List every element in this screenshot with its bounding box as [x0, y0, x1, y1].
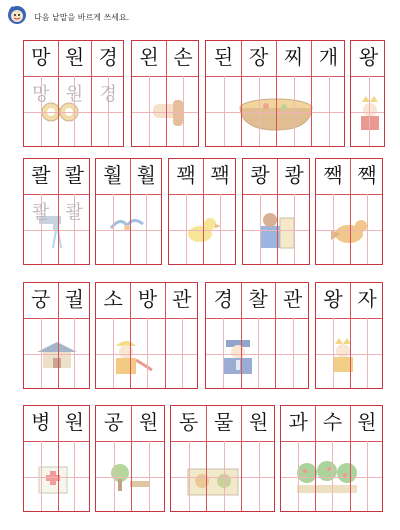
guide-line — [298, 441, 299, 511]
printed-syllable: 훨 — [103, 163, 123, 187]
printed-syllable: 소 — [103, 287, 123, 311]
printed-syllable: 원 — [248, 410, 269, 434]
syllable-cell[interactable] — [58, 159, 92, 264]
syllable-cell[interactable] — [96, 283, 130, 388]
printed-syllable: 개 — [318, 45, 339, 69]
syllable-cell[interactable] — [132, 41, 166, 146]
word-box — [315, 158, 383, 265]
syllable-cell[interactable] — [58, 283, 92, 388]
word-box — [242, 158, 310, 265]
guide-line — [367, 194, 368, 264]
printed-syllable: 왼 — [139, 45, 159, 69]
guide-line — [258, 318, 259, 388]
guide-line — [223, 318, 224, 388]
syllable-cell[interactable] — [350, 283, 384, 388]
word-box — [95, 405, 165, 512]
guide-line — [74, 441, 75, 511]
guide-line — [182, 318, 183, 388]
printed-syllable: 왕 — [323, 287, 343, 311]
printed-syllable: 원 — [138, 410, 159, 434]
guide-line — [146, 194, 147, 264]
word-box — [205, 282, 309, 389]
syllable-cell[interactable] — [171, 406, 206, 511]
guide-line — [224, 76, 225, 146]
word-box — [170, 405, 275, 512]
trace-syllable: 콸 — [65, 202, 83, 223]
guide-line — [113, 318, 114, 388]
syllable-cell[interactable] — [96, 159, 130, 264]
syllable-cell[interactable] — [316, 283, 350, 388]
syllable-cell[interactable] — [130, 283, 164, 388]
syllable-cell[interactable] — [130, 159, 164, 264]
syllable-cell[interactable] — [206, 41, 241, 146]
word-box — [205, 40, 345, 147]
printed-syllable: 콸 — [64, 163, 84, 187]
syllable-cell[interactable] — [241, 406, 276, 511]
syllable-cell[interactable] — [316, 159, 350, 264]
printed-syllable: 공 — [103, 410, 124, 434]
word-box — [280, 405, 383, 512]
syllable-cell[interactable] — [91, 41, 125, 146]
trace-syllable: 콸 — [32, 202, 50, 223]
guide-line — [369, 76, 370, 146]
syllable-cell[interactable] — [277, 159, 311, 264]
syllable-cell[interactable] — [206, 283, 241, 388]
guide-line — [149, 441, 150, 511]
guide-line — [113, 194, 114, 264]
printed-syllable: 꽥 — [210, 163, 230, 187]
printed-syllable: 망 — [31, 45, 51, 69]
word-box — [131, 40, 199, 147]
word-box — [168, 158, 236, 265]
printed-syllable: 짹 — [357, 163, 377, 187]
word-box — [315, 282, 383, 389]
printed-syllable: 경 — [213, 287, 233, 311]
guide-line — [294, 76, 295, 146]
word-box — [23, 405, 90, 512]
printed-syllable: 경 — [98, 45, 118, 69]
printed-syllable: 자 — [357, 287, 377, 311]
guide-line — [41, 441, 42, 511]
guide-line — [260, 194, 261, 264]
syllable-cell[interactable] — [58, 406, 92, 511]
printed-syllable: 손 — [173, 45, 193, 69]
syllable-cell[interactable] — [281, 406, 315, 511]
printed-syllable: 원 — [64, 45, 85, 69]
word-box — [23, 282, 90, 389]
syllable-cell[interactable] — [241, 41, 276, 146]
syllable-cell[interactable] — [275, 283, 310, 388]
printed-syllable: 장 — [248, 45, 269, 69]
syllable-cell[interactable] — [203, 159, 237, 264]
printed-syllable: 궐 — [64, 287, 84, 311]
printed-syllable: 물 — [213, 410, 234, 434]
syllable-cell[interactable] — [166, 41, 200, 146]
printed-syllable: 병 — [31, 410, 51, 434]
guide-line — [114, 441, 115, 511]
printed-syllable: 왕 — [358, 45, 379, 69]
printed-syllable: 된 — [213, 45, 234, 69]
guide-line — [224, 441, 225, 511]
syllable-cell[interactable] — [241, 283, 276, 388]
printed-syllable: 쾅 — [284, 163, 304, 187]
trace-syllable: 경 — [99, 84, 117, 105]
word-box — [95, 282, 198, 389]
printed-syllable: 꽥 — [176, 163, 196, 187]
syllable-cell[interactable] — [96, 406, 131, 511]
syllable-cell[interactable] — [131, 406, 166, 511]
guide-line — [329, 76, 330, 146]
guide-line — [183, 76, 184, 146]
syllable-cell[interactable] — [351, 41, 386, 146]
syllable-cell[interactable] — [315, 406, 349, 511]
guide-line — [189, 441, 190, 511]
word-box — [23, 158, 90, 265]
printed-syllable: 원 — [64, 410, 84, 434]
syllable-cell[interactable] — [311, 41, 346, 146]
printed-syllable: 궁 — [31, 287, 51, 311]
syllable-cell[interactable] — [24, 159, 58, 264]
guide-line — [74, 318, 75, 388]
trace-syllable: 원 — [65, 84, 84, 105]
printed-syllable: 쾅 — [250, 163, 270, 187]
printed-syllable: 관 — [282, 287, 303, 311]
guide-line — [41, 318, 42, 388]
guide-line — [147, 318, 148, 388]
syllable-cell[interactable] — [276, 41, 311, 146]
syllable-cell[interactable] — [24, 41, 58, 146]
syllable-cell[interactable] — [165, 283, 199, 388]
syllable-cell[interactable] — [169, 159, 203, 264]
printed-syllable: 방 — [137, 287, 158, 311]
printed-syllable: 관 — [172, 287, 192, 311]
syllable-cell[interactable] — [24, 406, 58, 511]
guide-line — [220, 194, 221, 264]
printed-syllable: 찰 — [248, 287, 268, 311]
word-box — [350, 40, 385, 147]
printed-syllable: 짹 — [323, 163, 343, 187]
syllable-cell[interactable] — [350, 159, 384, 264]
guide-line — [259, 76, 260, 146]
guide-line — [294, 194, 295, 264]
guide-line — [367, 441, 368, 511]
syllable-cell[interactable] — [243, 159, 277, 264]
instruction-text: 다음 낱말을 바르게 쓰세요. — [34, 13, 130, 22]
syllable-cell[interactable] — [350, 406, 384, 511]
guide-line — [332, 441, 333, 511]
syllable-cell[interactable] — [24, 283, 58, 388]
guide-line — [186, 194, 187, 264]
guide-line — [149, 76, 150, 146]
trace-syllable: 망 — [32, 84, 50, 105]
printed-syllable: 수 — [322, 410, 343, 434]
printed-syllable: 훨 — [136, 163, 156, 187]
syllable-cell[interactable] — [58, 41, 92, 146]
printed-syllable: 찌 — [283, 45, 304, 69]
guide-line — [293, 318, 294, 388]
guide-line — [367, 318, 368, 388]
guide-line — [333, 318, 334, 388]
word-box — [23, 40, 124, 147]
guide-line — [333, 194, 334, 264]
printed-syllable: 과 — [288, 410, 308, 434]
printed-syllable: 원 — [357, 410, 377, 434]
guide-line — [259, 441, 260, 511]
syllable-cell[interactable] — [206, 406, 241, 511]
word-box — [95, 158, 162, 265]
printed-syllable: 콸 — [31, 163, 51, 187]
printed-syllable: 동 — [178, 410, 199, 434]
